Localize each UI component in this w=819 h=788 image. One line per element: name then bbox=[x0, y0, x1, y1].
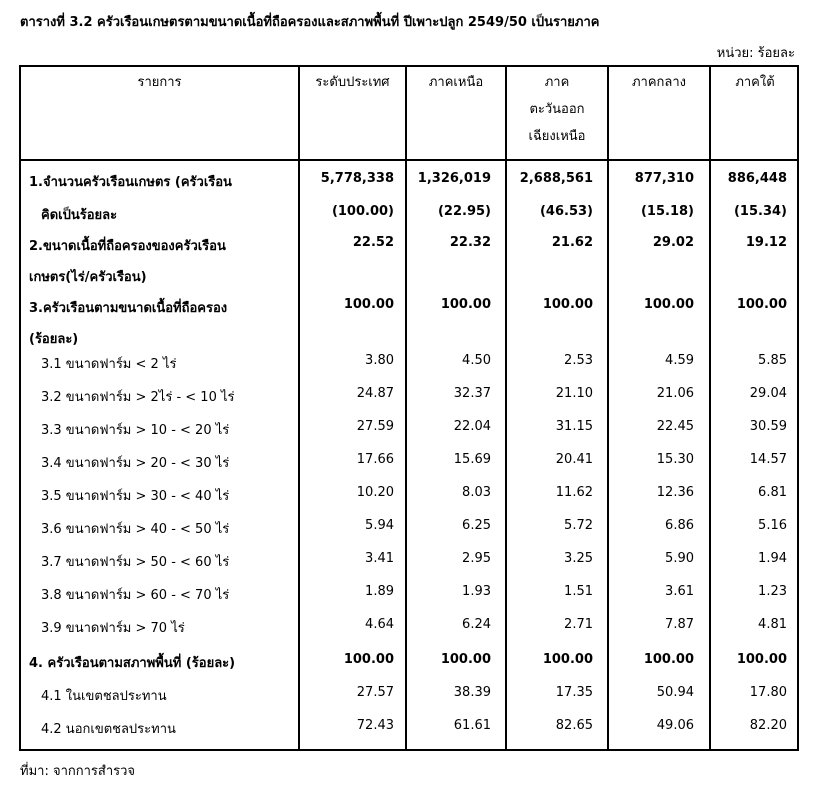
cell-value: 17.66 bbox=[356, 452, 394, 467]
header-north: ภาคเหนือ bbox=[428, 75, 484, 90]
cell-value: 2.53 bbox=[564, 353, 593, 368]
cell-value: 21.62 bbox=[551, 235, 593, 250]
header-northeast-line1: ภาค bbox=[544, 75, 570, 90]
cell-value: 5.16 bbox=[758, 518, 787, 533]
row-label: 3.ครัวเรือนตามขนาดเนื้อที่ถือครอง bbox=[29, 301, 228, 316]
cell-value: 4.64 bbox=[365, 617, 394, 632]
cell-value: 82.20 bbox=[749, 718, 787, 733]
row-label: 4. ครัวเรือนตามสภาพพื้นที่ (ร้อยละ) bbox=[29, 656, 236, 671]
cell-value: 1.94 bbox=[758, 551, 787, 566]
cell-value: 14.57 bbox=[749, 452, 787, 467]
header-south: ภาคใต้ bbox=[735, 75, 775, 90]
cell-value: 61.61 bbox=[453, 718, 491, 733]
row-label: 3.5 ขนาดฟาร์ม > 30 - < 40 ไร่ bbox=[41, 489, 230, 504]
header-northeast-line3: เฉียงเหนือ bbox=[528, 129, 586, 144]
cell-value: 6.24 bbox=[462, 617, 491, 632]
cell-value: 6.86 bbox=[665, 518, 694, 533]
cell-value: 100.00 bbox=[542, 297, 593, 312]
table-row bbox=[21, 477, 797, 511]
row-label: 3.8 ขนาดฟาร์ม > 60 - < 70 ไร่ bbox=[41, 588, 230, 603]
table-row bbox=[21, 411, 797, 445]
cell-value: 72.43 bbox=[356, 718, 394, 733]
cell-value: 29.02 bbox=[652, 235, 694, 250]
cell-value: 21.06 bbox=[656, 386, 694, 401]
row-label: คิดเป็นร้อยละ bbox=[41, 208, 118, 223]
row-label: 4.1 ในเขตชลประทาน bbox=[41, 689, 167, 704]
table-row bbox=[21, 227, 797, 261]
cell-value: 5.72 bbox=[564, 518, 593, 533]
cell-value: 100.00 bbox=[343, 652, 394, 667]
cell-value: 100.00 bbox=[736, 297, 787, 312]
cell-value: 100.00 bbox=[542, 652, 593, 667]
cell-value: 22.04 bbox=[453, 419, 491, 434]
cell-value: 100.00 bbox=[643, 297, 694, 312]
cell-value: 4.50 bbox=[462, 353, 491, 368]
cell-value: 30.59 bbox=[749, 419, 787, 434]
cell-value: 29.04 bbox=[749, 386, 787, 401]
header-divider bbox=[21, 159, 797, 161]
cell-value: 6.81 bbox=[758, 485, 787, 500]
table-row bbox=[21, 258, 797, 292]
cell-value: 100.00 bbox=[440, 652, 491, 667]
cell-value: 3.80 bbox=[365, 353, 394, 368]
row-label: 3.1 ขนาดฟาร์ม < 2 ไร่ bbox=[41, 357, 177, 372]
cell-value: 1,326,019 bbox=[417, 171, 491, 186]
header-central: ภาคกลาง bbox=[631, 75, 687, 90]
cell-value: 19.12 bbox=[745, 235, 787, 250]
cell-value: 2.71 bbox=[564, 617, 593, 632]
cell-value: 31.15 bbox=[555, 419, 593, 434]
cell-value: 6.25 bbox=[462, 518, 491, 533]
table-row bbox=[21, 677, 797, 711]
table-row bbox=[21, 345, 797, 379]
cell-value: (15.18) bbox=[640, 204, 694, 219]
cell-value: 3.61 bbox=[665, 584, 694, 599]
table-title: ตารางที่ 3.2 ครัวเรือนเกษตรตามขนาดเนื้อที่ถือครองและสภาพพื้นที่ ปีเพาะปลูก 2549/50 เป็นรายภาค bbox=[20, 15, 600, 30]
row-label: เกษตร(ไร่/ครัวเรือน) bbox=[29, 270, 147, 285]
cell-value: 22.52 bbox=[352, 235, 394, 250]
cell-value: 4.81 bbox=[758, 617, 787, 632]
cell-value: 7.87 bbox=[665, 617, 694, 632]
cell-value: 32.37 bbox=[453, 386, 491, 401]
cell-value: 1.51 bbox=[564, 584, 593, 599]
cell-value: 27.57 bbox=[356, 685, 394, 700]
cell-value: (15.34) bbox=[733, 204, 787, 219]
cell-value: 17.35 bbox=[555, 685, 593, 700]
cell-value: 22.45 bbox=[656, 419, 694, 434]
cell-value: 38.39 bbox=[453, 685, 491, 700]
table-row bbox=[21, 289, 797, 323]
table-row bbox=[21, 644, 797, 678]
row-label: (ร้อยละ) bbox=[29, 332, 79, 347]
cell-value: (46.53) bbox=[539, 204, 593, 219]
cell-value: 21.10 bbox=[555, 386, 593, 401]
cell-value: 15.69 bbox=[453, 452, 491, 467]
table-row bbox=[21, 444, 797, 478]
cell-value: 27.59 bbox=[356, 419, 394, 434]
header-northeast-line2: ตะวันออก bbox=[529, 102, 585, 117]
header-country: ระดับประเทศ bbox=[315, 75, 390, 90]
table-row bbox=[21, 163, 797, 197]
cell-value: 1.23 bbox=[758, 584, 787, 599]
cell-value: 5.94 bbox=[365, 518, 394, 533]
cell-value: 3.25 bbox=[564, 551, 593, 566]
header-northeast bbox=[507, 69, 607, 150]
cell-value: 15.30 bbox=[656, 452, 694, 467]
row-label: 4.2 นอกเขตชลประทาน bbox=[41, 722, 176, 737]
cell-value: 2.95 bbox=[462, 551, 491, 566]
cell-value: 100.00 bbox=[643, 652, 694, 667]
cell-value: 11.62 bbox=[555, 485, 593, 500]
cell-value: (100.00) bbox=[331, 204, 394, 219]
cell-value: 3.41 bbox=[365, 551, 394, 566]
cell-value: 100.00 bbox=[343, 297, 394, 312]
cell-value: 50.94 bbox=[656, 685, 694, 700]
table-row bbox=[21, 543, 797, 577]
cell-value: 20.41 bbox=[555, 452, 593, 467]
cell-value: 1.89 bbox=[365, 584, 394, 599]
row-label: 3.3 ขนาดฟาร์ม > 10 - < 20 ไร่ bbox=[41, 423, 230, 438]
cell-value: 17.80 bbox=[749, 685, 787, 700]
cell-value: 49.06 bbox=[656, 718, 694, 733]
unit-label: หน่วย: ร้อยละ bbox=[716, 46, 795, 61]
row-label: 3.9 ขนาดฟาร์ม > 70 ไร่ bbox=[41, 621, 185, 636]
row-label: 3.7 ขนาดฟาร์ม > 50 - < 60 ไร่ bbox=[41, 555, 230, 570]
header-item: รายการ bbox=[137, 75, 182, 90]
table-row bbox=[21, 378, 797, 412]
row-label: 2.ขนาดเนื้อที่ถือครองของครัวเรือน bbox=[29, 239, 226, 254]
cell-value: 100.00 bbox=[440, 297, 491, 312]
cell-value: 877,310 bbox=[634, 171, 694, 186]
row-label: 1.จำนวนครัวเรือนเกษตร (ครัวเรือน bbox=[29, 175, 232, 190]
cell-value: (22.95) bbox=[437, 204, 491, 219]
cell-value: 82.65 bbox=[555, 718, 593, 733]
cell-value: 4.59 bbox=[665, 353, 694, 368]
cell-value: 1.93 bbox=[462, 584, 491, 599]
table-row bbox=[21, 510, 797, 544]
cell-value: 10.20 bbox=[356, 485, 394, 500]
cell-value: 5.90 bbox=[665, 551, 694, 566]
row-label: 3.4 ขนาดฟาร์ม > 20 - < 30 ไร่ bbox=[41, 456, 230, 471]
table-row bbox=[21, 609, 797, 643]
row-label: 3.2 ขนาดฟาร์ม > 2ไร่ - < 10 ไร่ bbox=[41, 390, 235, 405]
cell-value: 24.87 bbox=[356, 386, 394, 401]
table-row bbox=[21, 196, 797, 230]
source-note: ที่มา: จากการสำรวจ bbox=[20, 764, 136, 779]
cell-value: 886,448 bbox=[727, 171, 787, 186]
table-row bbox=[21, 710, 797, 744]
cell-value: 12.36 bbox=[656, 485, 694, 500]
table-row bbox=[21, 576, 797, 610]
cell-value: 5.85 bbox=[758, 353, 787, 368]
row-label: 3.6 ขนาดฟาร์ม > 40 - < 50 ไร่ bbox=[41, 522, 230, 537]
cell-value: 8.03 bbox=[462, 485, 491, 500]
cell-value: 100.00 bbox=[736, 652, 787, 667]
data-table bbox=[19, 65, 799, 751]
cell-value: 22.32 bbox=[449, 235, 491, 250]
cell-value: 2,688,561 bbox=[519, 171, 593, 186]
cell-value: 5,778,338 bbox=[320, 171, 394, 186]
